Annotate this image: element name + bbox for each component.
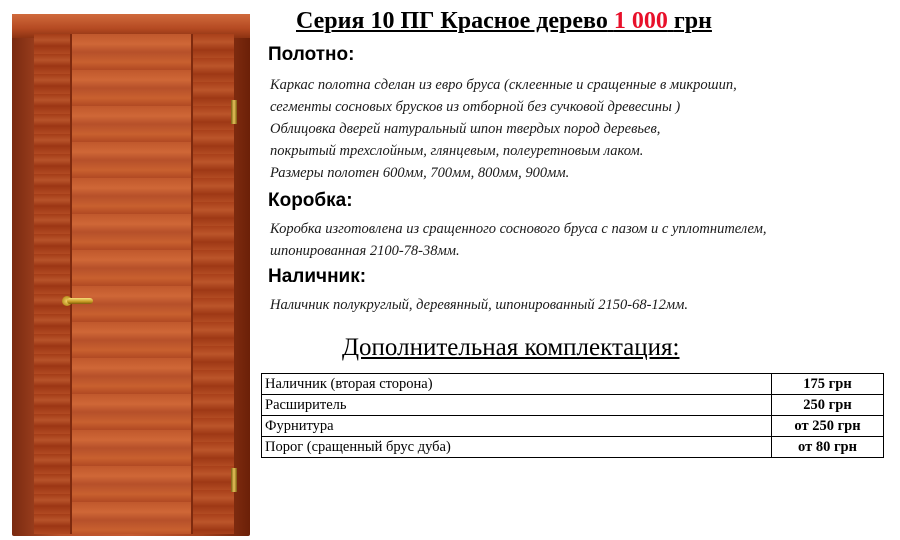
extras-table <box>261 373 884 458</box>
extra-item-name: Расширитель <box>262 395 772 416</box>
table-row <box>262 416 884 437</box>
text-line: Размеры полотен 600мм, 700мм, 800мм, 900мм. <box>270 165 570 181</box>
door-hinge-icon <box>231 100 237 124</box>
section-body-frame <box>270 218 767 262</box>
text-line: покрытый трехслойным, глянцевым, полеуретновым лаком. <box>270 143 644 159</box>
extra-item-price: от 250 грн <box>772 416 884 437</box>
section-heading-frame: Коробка: <box>268 190 353 211</box>
door-plank-center <box>70 34 192 534</box>
extra-item-name: Наличник (вторая сторона) <box>262 374 772 395</box>
door-handle-icon <box>67 298 93 304</box>
door-seam <box>191 34 193 534</box>
door-leaf <box>34 34 234 534</box>
door-hinge-icon <box>231 468 237 492</box>
door-image <box>12 14 252 538</box>
extra-item-price: 175 грн <box>772 374 884 395</box>
text-line: Облицовка дверей натуральный шпон твердых пород деревьев, <box>270 121 661 137</box>
table-row <box>262 395 884 416</box>
text-line: Каркас полотна сделан из евро бруса (склеенные и сращенные в микрошип, <box>270 77 737 93</box>
text-line: сегменты сосновых брусков из отборной без сучковой древесины ) <box>270 99 681 115</box>
section-heading-leaf: Полотно: <box>268 44 355 65</box>
extras-heading: Дополнительная комплектация: <box>342 334 680 361</box>
door-seam <box>70 34 72 534</box>
extra-item-name: Фурнитура <box>262 416 772 437</box>
extra-item-price: 250 грн <box>772 395 884 416</box>
extra-item-price: от 80 грн <box>772 437 884 458</box>
text-line: шпонированная 2100-78-38мм. <box>270 243 460 259</box>
title-currency: грн <box>673 8 712 34</box>
door-plank-left <box>34 34 70 534</box>
door-plank-right <box>192 34 234 534</box>
title-price: 1 000 <box>613 8 668 34</box>
section-body-trim <box>270 294 688 316</box>
page-title <box>296 8 712 35</box>
text-line: Наличник полукруглый, деревянный, шпонированный 2150-68-12мм. <box>270 297 689 313</box>
table-row <box>262 437 884 458</box>
section-body-leaf <box>270 74 737 184</box>
extra-item-name: Порог (сращенный брус дуба) <box>262 437 772 458</box>
title-text: Серия 10 ПГ Красное дерево <box>296 8 608 34</box>
table-row <box>262 374 884 395</box>
section-heading-trim: Наличник: <box>268 266 367 287</box>
text-line: Коробка изготовлена из сращенного соснового бруса с пазом и с уплотнителем, <box>270 221 767 237</box>
